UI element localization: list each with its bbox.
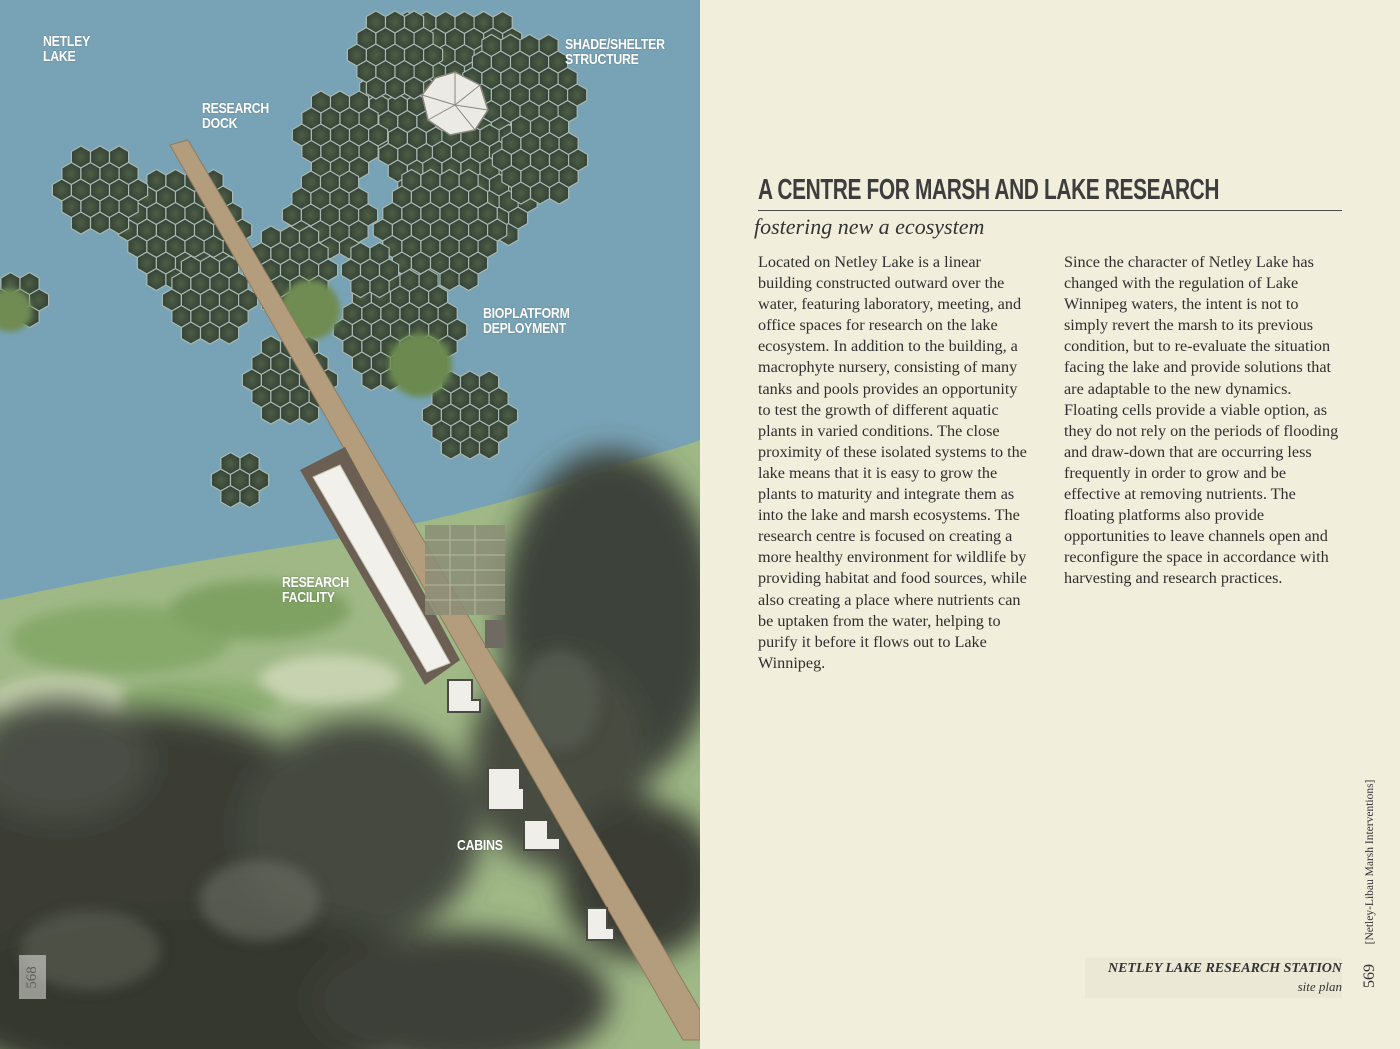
page-number-left-text: 568 xyxy=(24,965,40,989)
figure-caption xyxy=(1085,958,1342,998)
hex-cell xyxy=(424,44,443,66)
label-netley-lake: NETLEY LAKE xyxy=(43,33,91,65)
caption-title: NETLEY LAKE RESEARCH STATION xyxy=(1107,961,1342,976)
hex-cell xyxy=(250,469,269,491)
label-research-facility: RESEARCH FACILITY xyxy=(282,574,350,606)
label-research-dock: RESEARCH DOCK xyxy=(202,100,270,132)
page-number-right xyxy=(1360,960,1380,992)
hex-cell xyxy=(499,404,518,426)
hex-cell xyxy=(129,179,148,201)
running-head xyxy=(1362,769,1378,955)
body-column-2: Since the character of Netley Lake has changed with the regulation of Lake Winnipeg waters, the intent is not to simply revert the marsh to its previous condition, but to re-evaluate the situation facing the lake and provide solutions that are adaptable to the new dynamics. Floating cells provide a viable option, as they do not rely on the periods of flooding and draw-down that are occurring less frequently in order to grow and be effective at removing nutrients. The floating platforms also provide opportunities to leave channels open and reconfigure the space in accordance with harvesting and research practices. xyxy=(1064,253,1339,588)
hex-cell xyxy=(380,259,399,281)
text-page xyxy=(700,0,1400,1049)
page-number-right-text: 569 xyxy=(1361,964,1378,988)
hex-cell xyxy=(569,149,588,171)
page-number-left xyxy=(19,955,46,999)
running-head-text: [Netley-Libau Marsh Interventions] xyxy=(1364,779,1376,945)
caption-subtitle: site plan xyxy=(1297,979,1342,994)
label-bioplatform-deployment: BIOPLATFORM DEPLOYMENT xyxy=(483,305,570,337)
hex-cell xyxy=(319,259,338,281)
hex-cell xyxy=(30,289,49,311)
label-cabins: CABINS xyxy=(457,837,503,854)
hex-cell xyxy=(369,124,388,146)
hex-cell xyxy=(568,84,587,106)
hex-cell xyxy=(359,204,378,226)
heading-rule xyxy=(758,210,1342,211)
hex-cell xyxy=(488,219,507,241)
article-heading: A CENTRE FOR MARSH AND LAKE RESEARCH xyxy=(758,174,1220,206)
hex-cell xyxy=(448,319,467,341)
article-subtitle: fostering new a ecosystem xyxy=(754,214,985,239)
body-column-1: Located on Netley Lake is a linear building constructed outward over the water, featuring laboratory, meeting, and office spaces for research on the lake ecosystem. In addition to the building, a macrophyte nursery, consisting of many tanks and pools provides an opportunity to test the growth of different aquatic plants in varied conditions. The close proximity of these isolated systems to the lake means that it is easy to grow the plants to maturity and integrate them as into the lake and marsh ecosystems. The research centre is focused on creating a more healthy environment for wildlife by providing habitat and food sources, while also creating a place where nutrients can be uptaken from the water, helping to purify it before it flows out to Lake Winnipeg. xyxy=(758,253,1027,672)
label-shade-shelter: SHADE/SHELTER STRUCTURE xyxy=(565,36,665,68)
